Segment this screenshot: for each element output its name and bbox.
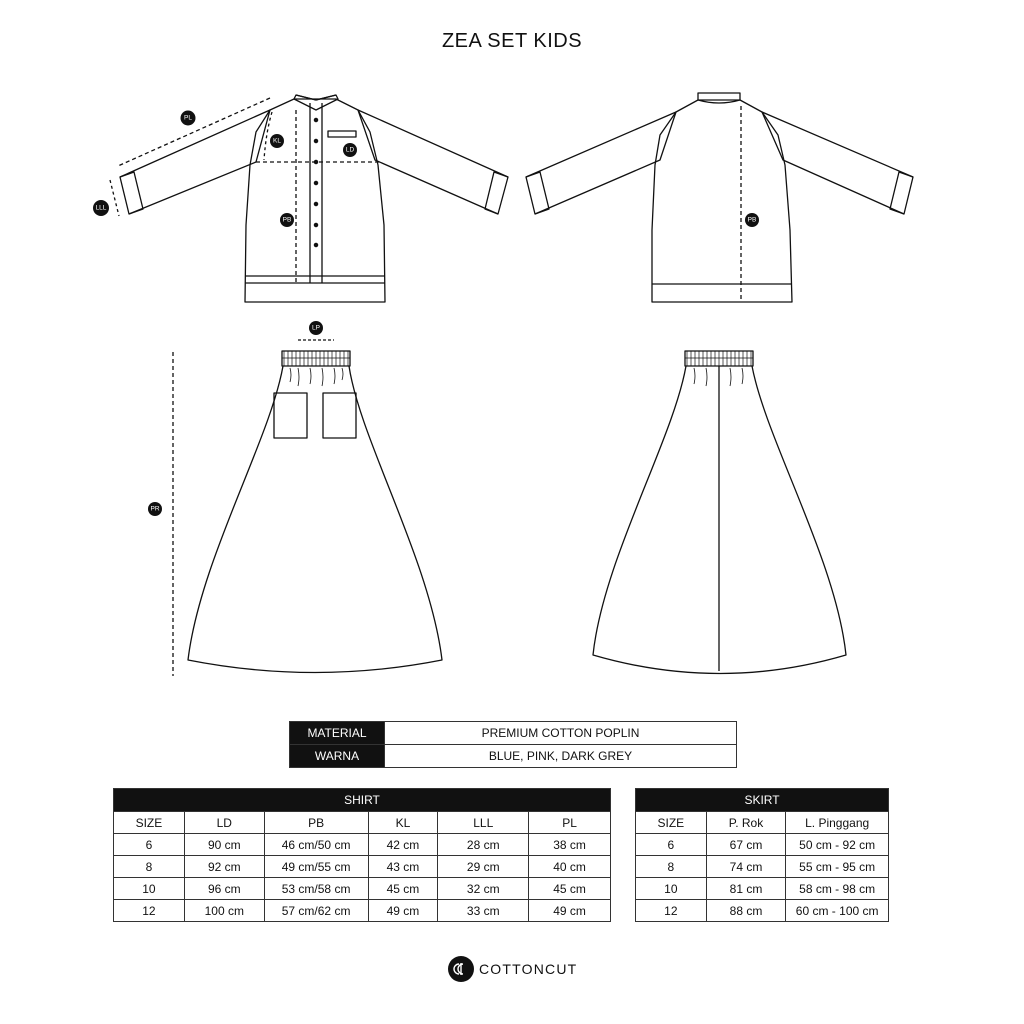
table-cell: 12 [636,900,707,922]
table-cell: 81 cm [706,878,786,900]
table-cell: 10 [636,878,707,900]
svg-text:LP: LP [312,324,320,332]
skirt-front-drawing [173,340,442,676]
svg-text:PB: PB [747,216,757,224]
column-header: LD [184,812,264,834]
shirt-back-drawing [526,93,913,302]
column-header: L. Pinggang [786,812,889,834]
table-cell: 29 cm [438,856,529,878]
material-row [290,722,737,745]
tag-pr [148,502,162,516]
shirt-front-drawing [110,95,508,302]
tag-kl [270,134,284,148]
table-row [114,900,611,922]
table-cell: 67 cm [706,834,786,856]
table-cell: 45 cm [529,878,611,900]
table-cell: 57 cm/62 cm [264,900,368,922]
material-label: MATERIAL [290,722,385,745]
tag-lll [93,200,109,216]
table-cell: 90 cm [184,834,264,856]
table-cell: 32 cm [438,878,529,900]
table-header-row [636,812,889,834]
table-row [636,834,889,856]
table-cell: 8 [114,856,185,878]
svg-text:KL: KL [273,137,281,145]
table-cell: 42 cm [368,834,438,856]
table-header-row [114,812,611,834]
svg-text:PL: PL [184,114,192,122]
tag-pb-front [280,213,294,227]
material-value: PREMIUM COTTON POPLIN [385,722,737,745]
table-row [114,856,611,878]
cottoncut-logo-icon [448,956,474,982]
svg-text:PR: PR [150,505,160,513]
table-cell: 58 cm - 98 cm [786,878,889,900]
skirt-size-table [635,788,889,922]
tag-pl [181,111,196,126]
shirt-table-title: SHIRT [114,789,611,812]
table-cell: 88 cm [706,900,786,922]
column-header: KL [368,812,438,834]
table-row [114,834,611,856]
table-cell: 49 cm [529,900,611,922]
table-row [636,900,889,922]
table-cell: 92 cm [184,856,264,878]
table-cell: 28 cm [438,834,529,856]
tag-lp [309,321,323,335]
table-cell: 50 cm - 92 cm [786,834,889,856]
table-cell: 6 [636,834,707,856]
shirt-size-table [113,788,611,922]
table-cell: 100 cm [184,900,264,922]
material-table [289,721,737,768]
brand-name: COTTONCUT [479,961,578,977]
table-cell: 6 [114,834,185,856]
table-cell: 43 cm [368,856,438,878]
brand [448,955,577,983]
table-cell: 74 cm [706,856,786,878]
table-cell: 12 [114,900,185,922]
column-header: PB [264,812,368,834]
svg-text:PB: PB [282,216,292,224]
warna-value: BLUE, PINK, DARK GREY [385,745,737,768]
table-cell: 53 cm/58 cm [264,878,368,900]
table-cell: 60 cm - 100 cm [786,900,889,922]
column-header: SIZE [114,812,185,834]
tag-pb-back [745,213,759,227]
tag-ld [343,143,357,157]
table-row [636,856,889,878]
table-cell: 33 cm [438,900,529,922]
warna-row [290,745,737,768]
table-cell: 40 cm [529,856,611,878]
table-cell: 49 cm/55 cm [264,856,368,878]
table-cell: 10 [114,878,185,900]
column-header: PL [529,812,611,834]
table-cell: 49 cm [368,900,438,922]
svg-text:LD: LD [345,146,355,154]
table-cell: 46 cm/50 cm [264,834,368,856]
skirt-back-drawing [593,351,846,674]
warna-label: WARNA [290,745,385,768]
column-header: SIZE [636,812,707,834]
column-header: P. Rok [706,812,786,834]
table-cell: 96 cm [184,878,264,900]
column-header: LLL [438,812,529,834]
svg-text:LLL: LLL [95,204,107,212]
table-row [114,878,611,900]
skirt-table-title: SKIRT [636,789,889,812]
table-row [636,878,889,900]
table-cell: 38 cm [529,834,611,856]
table-cell: 45 cm [368,878,438,900]
page-title: ZEA SET KIDS [441,30,583,52]
table-cell: 8 [636,856,707,878]
table-cell: 55 cm - 95 cm [786,856,889,878]
